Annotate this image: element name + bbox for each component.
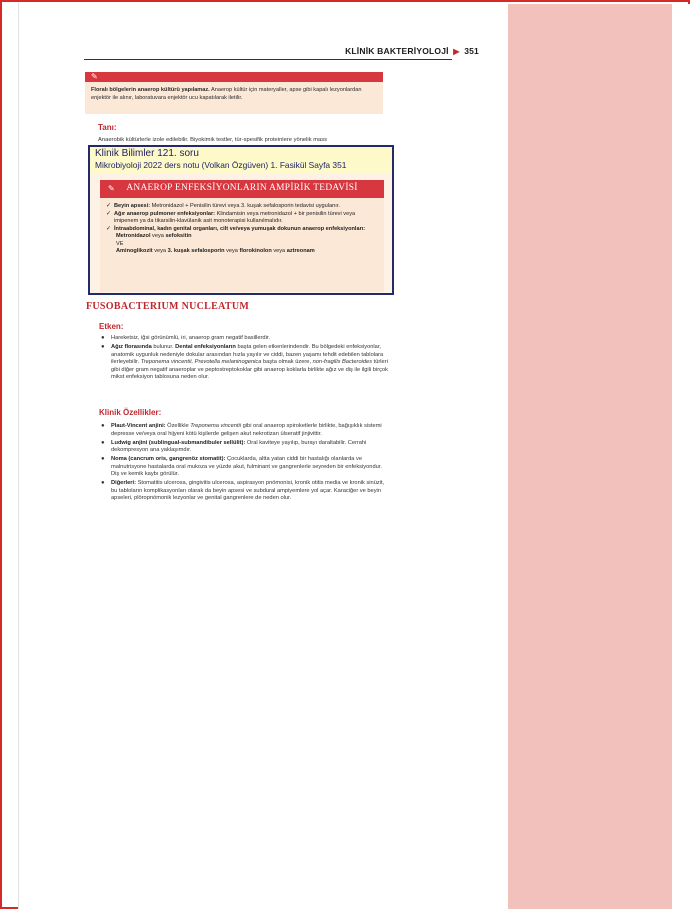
note-body: Anaerop kültür için materyaller, apse gibi kapalı lezyonlardan enjektör ile alınır, laboratuvara enjektör ucu kapatılarak iletilir. <box>91 87 362 101</box>
check-icon: ✓ <box>106 225 112 232</box>
treatment-sub-line: VE <box>116 240 124 247</box>
list-item-text: Hareketsiz, iğsi görünümlü, iri, anaerop gram negatif basillerdir. <box>111 335 271 341</box>
list-item-text: Çocuklarda, altta yatan ciddi bir hastalığı olanlarda ve malnutrisyone hastalarda oral mukoza ve yüzde akut, fulminant ve gangrenlerle seyreden bir enfeksiyondur. Diş ve kemik kaybı görülür. <box>111 456 382 477</box>
list-item-label: Noma (cancrum oris, gangrenöz stomatit): <box>111 456 226 462</box>
treatment-item-text: Metronidazol + Penisilin türevi veya 3. kuşak sefalosporin tedavisi uygulanır. <box>150 203 340 209</box>
list-item-label: Plaut-Vincent anjini: <box>111 423 166 429</box>
connector: veya <box>150 233 166 239</box>
heading-klinik: Klinik Özellikler: <box>99 408 162 417</box>
bullet-icon: ● <box>101 423 105 429</box>
treatment-box <box>100 180 384 292</box>
note-box <box>85 72 383 114</box>
list-item-label: Ağız florasında <box>111 344 152 350</box>
treatment-item-label: Ağır anaerop pulmoner enfeksiyonlar: <box>114 210 216 217</box>
note-text <box>85 82 383 102</box>
pen-icon: ✎ <box>91 72 98 81</box>
treatment-title: ANAEROP ENFEKSİYONLARIN AMPİRİK TEDAVİSİ <box>126 183 358 193</box>
list-item <box>99 344 389 382</box>
side-panel <box>508 4 672 909</box>
connector: veya <box>152 248 168 254</box>
list-item-text: Oral kaviteye yayılıp, burayı daraltabilir. Cerrahi dekompresyon ana yaklaşımdır. <box>111 439 367 453</box>
species-name: non-fragilis Bacteroides <box>312 359 373 365</box>
list-item-label: Diğerleri: <box>111 480 136 486</box>
note-header-bar <box>85 72 383 82</box>
check-icon: ✓ <box>106 203 112 209</box>
klinik-list <box>99 423 389 504</box>
treatment-body <box>100 198 384 256</box>
drug-name: 3. kuşak sefalosporin <box>167 248 225 254</box>
list-item <box>99 456 389 479</box>
list-item <box>99 440 389 455</box>
bullet-icon: ● <box>101 335 105 341</box>
treatment-sub-line <box>106 233 378 241</box>
check-icon: ✓ <box>106 210 112 217</box>
treatment-header-bar <box>100 180 384 198</box>
list-item-text: türleri gibi diğer gram negatif anaeroplar ve peptostreptokoklar gibi anaerop koklarla birlikte ağız ve diş ile ilgili birçok mikst enfeksiyon tablosuna neden olur. <box>111 359 388 380</box>
list-item-text: Stomatitis ulcerosa, gingivitis ulcerosa, aspirasyon pnömonisi, kronik otitis media ve kronik sinüzit, bu tabloların komplikasyonları olarak da beyin apsesi ve subdural ampiyemlere yol açar. Karaciğer ve beyin apseleri, plöropnömonik lezyonlar ve genital gangrenlere de neden olur. <box>111 480 385 501</box>
source-line-1: Klinik Bilimler 121. soru <box>95 148 199 159</box>
tani-text: Anaerobik kültürlerle izole edilebilir. Biyokimik testler, tür-spesifik proteinlere yönelik mass <box>98 137 328 143</box>
source-label <box>90 147 392 174</box>
drug-name: aztreonam <box>286 248 315 254</box>
source-line-2: Mikrobiyoloji 2022 ders notu (Volkan Özgüven) 1. Fasikül Sayfa 351 <box>95 160 347 170</box>
list-item-text: başta olmak üzere, <box>261 359 313 365</box>
running-head-title: KLİNİK BAKTERİYOLOJİ <box>345 46 449 56</box>
list-item-text: başta gelen etkenlerindendir. Bu bölgedeki enfeksiyonlar, anatomik uygunluk nedeniyle dokular arasından hızla yayılır ve ciddi, bazen yaşamı tehdit edebilen tablolara ilerleyebilir. <box>111 344 384 365</box>
pen-icon: ✎ <box>108 184 115 193</box>
list-item-text: Özellikle <box>165 423 191 429</box>
species-name: Treponema vincentii <box>190 423 242 429</box>
list-item-label: Ludwig anjini (sublingual-submandibuler sellülit): <box>111 439 246 446</box>
note-bold: Floralı bölgelerin anaerop kültürü yapılamaz. <box>91 87 210 93</box>
treatment-item-text: Klindamisin veya metronidazol + bir penisilin türevi veya imipenem ya da tikarsilin-klavülanik asit monoterapisi kullanılmalıdır. <box>114 210 356 224</box>
list-item-label: Dental enfeksiyonların <box>175 344 236 350</box>
connector: veya <box>271 248 287 254</box>
treatment-item <box>106 203 378 211</box>
treatment-sub-line <box>106 248 378 256</box>
header-rule <box>84 59 452 60</box>
triangle-icon: ▶ <box>453 47 460 56</box>
bullet-icon: ● <box>101 456 105 462</box>
connector: veya <box>224 248 240 254</box>
section-title: FUSOBACTERIUM NUCLEATUM <box>86 301 250 312</box>
drug-name: Metronidazol <box>116 233 151 239</box>
bullet-icon: ● <box>101 344 105 350</box>
list-item-text: gibi oral anaerop spiroketlerle birlikte, bağışıklık sistemi depresse ve/veya oral hijyeni kötü kişilerde gelişen akut nekrotizan ülseratif jinjivittir. <box>111 423 382 437</box>
source-callout <box>88 145 394 295</box>
running-head <box>19 46 479 56</box>
treatment-item-label: Beyin apsesi: <box>114 203 151 209</box>
heading-etken: Etken: <box>99 322 124 331</box>
list-item-text: bulunur. <box>151 344 176 350</box>
right-margin <box>672 4 690 909</box>
heading-tani: Tanı: <box>98 123 117 132</box>
bullet-icon: ● <box>101 480 105 486</box>
etken-list <box>99 335 389 383</box>
list-item <box>99 423 389 438</box>
drug-name: Aminoglikozit <box>116 248 153 254</box>
treatment-item <box>106 211 378 226</box>
list-item <box>99 480 389 503</box>
bullet-icon: ● <box>101 439 105 446</box>
treatment-item-label: İntraabdominal, kadın genital organları, cilt ve/veya yumuşak dokunun anaerop enfeksiyonları: <box>114 225 366 232</box>
treatment-item <box>106 226 378 234</box>
drug-name: sefoksitin <box>165 233 192 239</box>
species-name: Treponema vincentii, Prevotella melaninogenica <box>140 359 262 365</box>
page-number: 351 <box>464 46 479 56</box>
list-item <box>99 335 389 343</box>
drug-name: florokinolon <box>239 248 272 254</box>
